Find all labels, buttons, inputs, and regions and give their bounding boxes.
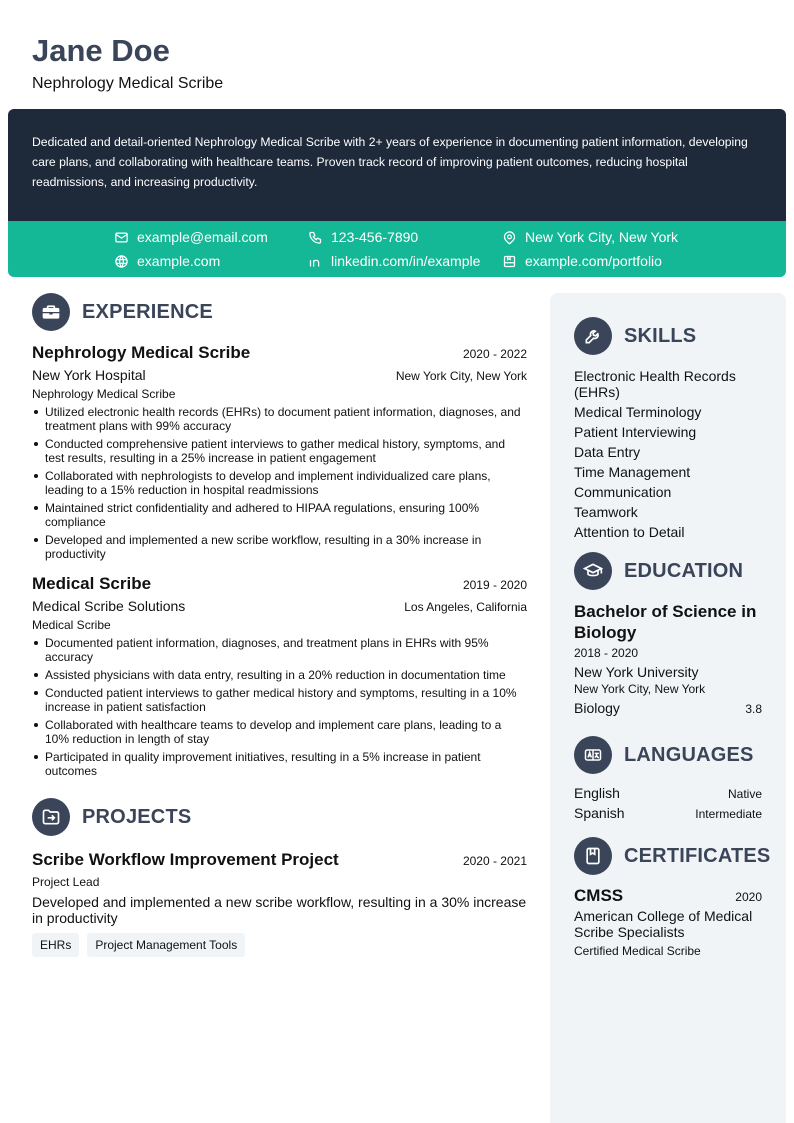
language-item <box>574 784 762 804</box>
contact-portfolio-text: example.com/portfolio <box>525 253 662 269</box>
certificate-title: Certified Medical Scribe <box>574 944 701 958</box>
certificate-name: CMSS <box>574 886 624 905</box>
globe-icon <box>114 254 129 269</box>
skill-item: Communication <box>574 484 672 500</box>
projects-header <box>32 798 527 836</box>
bullet-item: Participated in quality improvement initiatives, resulting in a 5% increase in patient outcomes <box>32 750 527 778</box>
experience-item <box>32 342 527 561</box>
education-gpa: 3.8 <box>745 702 762 716</box>
envelope-icon <box>114 230 129 245</box>
bullet-item: Conducted comprehensive patient interviews to gather medical history, symptoms, and test results, resulting in a 25% increase in patient engagement <box>32 437 527 465</box>
skill-item: Patient Interviewing <box>574 424 697 440</box>
education-item <box>574 601 762 717</box>
certificate-year: 2020 <box>735 890 762 904</box>
job-title: Nephrology Medical Scribe <box>32 343 251 362</box>
translate-icon <box>574 736 612 774</box>
contact-linkedin-text: linkedin.com/in/example <box>331 253 481 269</box>
skills-header <box>574 317 762 355</box>
briefcase-icon <box>32 293 70 331</box>
job-role: Medical Scribe <box>32 618 111 632</box>
candidate-title: Nephrology Medical Scribe <box>32 75 224 92</box>
bullet-item: Documented patient information, diagnoses, and treatment plans in EHRs with 95% accuracy <box>32 636 527 664</box>
bullet-item: Conducted patient interviews to gather medical history and symptoms, resulting in a 10% increase in patient satisfaction <box>32 686 527 714</box>
book-icon <box>574 837 612 875</box>
contact-location-text: New York City, New York <box>525 229 679 245</box>
project-description: Developed and implemented a new scribe workflow, resulting in a 30% increase in productivity <box>32 894 527 926</box>
contact-phone[interactable] <box>308 228 418 246</box>
certificates-header <box>574 837 771 875</box>
language-level: Intermediate <box>695 807 762 821</box>
project-dates: 2020 - 2021 <box>462 854 527 868</box>
skill-item: Time Management <box>574 464 691 480</box>
languages-list <box>574 784 762 824</box>
experience-item <box>32 573 527 778</box>
contact-email-text: example@email.com <box>137 229 268 245</box>
resume-header <box>32 34 223 94</box>
contact-email[interactable] <box>114 228 268 246</box>
candidate-name: Jane Doe <box>32 33 170 68</box>
language-level: Native <box>727 787 762 801</box>
contact-portfolio[interactable] <box>502 252 662 270</box>
skills-list <box>574 368 762 540</box>
language-item <box>574 804 762 824</box>
language-name: English <box>574 785 620 801</box>
education-dates: 2018 - 2020 <box>574 646 639 660</box>
experience-header <box>32 293 527 331</box>
phone-icon <box>308 230 323 245</box>
languages-title: LANGUAGES <box>624 743 754 766</box>
certificates-title: CERTIFICATES <box>624 844 771 867</box>
tag: EHRs <box>32 933 79 957</box>
contact-website[interactable] <box>114 252 220 270</box>
skill-item: Electronic Health Records (EHRs) <box>574 368 736 400</box>
contact-linkedin[interactable] <box>308 252 480 270</box>
contact-bar <box>8 221 786 277</box>
main-column <box>32 293 527 957</box>
graduation-cap-icon <box>574 552 612 590</box>
skill-item: Attention to Detail <box>574 524 685 540</box>
tag: Project Management Tools <box>87 933 245 957</box>
education-title: EDUCATION <box>624 559 744 582</box>
education-school: New York University <box>574 664 699 680</box>
experience-title: EXPERIENCE <box>82 300 213 323</box>
bullet-item: Maintained strict confidentiality and adhered to HIPAA regulations, ensuring 100% compliance <box>32 501 527 529</box>
job-company: New York Hospital <box>32 367 146 383</box>
map-pin-icon <box>502 230 517 245</box>
bullet-item: Utilized electronic health records (EHRs) to document patient information, diagnoses, and treatment plans with 99% accuracy <box>32 405 527 433</box>
skills-title: SKILLS <box>624 324 697 347</box>
summary-section <box>8 109 786 221</box>
bullet-item: Assisted physicians with data entry, resulting in a 20% reduction in documentation time <box>32 668 527 682</box>
job-role: Nephrology Medical Scribe <box>32 387 176 401</box>
job-dates: 2020 - 2022 <box>462 347 527 361</box>
project-item <box>32 849 527 957</box>
folder-icon <box>32 798 70 836</box>
portfolio-icon <box>502 254 517 269</box>
sidebar-column <box>550 293 786 1123</box>
wrench-icon <box>574 317 612 355</box>
language-name: Spanish <box>574 805 625 821</box>
project-tags <box>32 933 527 957</box>
skill-item: Medical Terminology <box>574 404 702 420</box>
job-dates: 2019 - 2020 <box>462 578 527 592</box>
job-title: Medical Scribe <box>32 574 152 593</box>
education-field: Biology <box>574 700 620 716</box>
linkedin-icon <box>308 254 323 269</box>
projects-title: PROJECTS <box>82 805 192 828</box>
contact-phone-text: 123-456-7890 <box>331 229 419 245</box>
bullet-item: Developed and implemented a new scribe workflow, resulting in a 30% increase in productivity <box>32 533 527 561</box>
job-location: Los Angeles, California <box>404 600 527 614</box>
job-bullets <box>32 636 527 778</box>
education-header <box>574 552 762 590</box>
skill-item: Data Entry <box>574 444 641 460</box>
project-role: Project Lead <box>32 875 100 889</box>
bullet-item: Collaborated with healthcare teams to develop and implement care plans, leading to a 10% reduction in length of stay <box>32 718 527 746</box>
skill-item: Teamwork <box>574 504 638 520</box>
languages-header <box>574 736 762 774</box>
job-company: Medical Scribe Solutions <box>32 598 186 614</box>
contact-website-text: example.com <box>137 253 221 269</box>
summary-text: Dedicated and detail-oriented Nephrology Medical Scribe with 2+ years of experience in documenting patient information, developing care plans, and collaborating with healthcare teams. Proven track record of improving patient outcomes, reducing hospital readmissions, and increasing productivity. <box>32 135 748 189</box>
contact-location <box>502 228 678 246</box>
job-bullets <box>32 405 527 561</box>
education-degree: Bachelor of Science in Biology <box>574 602 757 642</box>
project-title: Scribe Workflow Improvement Project <box>32 850 339 869</box>
bullet-item: Collaborated with nephrologists to develop and implement individualized care plans, leading to a 15% reduction in hospital readmissions <box>32 469 527 497</box>
certificate-issuer: American College of Medical Scribe Specialists <box>574 908 753 940</box>
certificate-item <box>574 885 762 959</box>
job-location: New York City, New York <box>395 369 527 383</box>
education-location: New York City, New York <box>574 682 706 696</box>
